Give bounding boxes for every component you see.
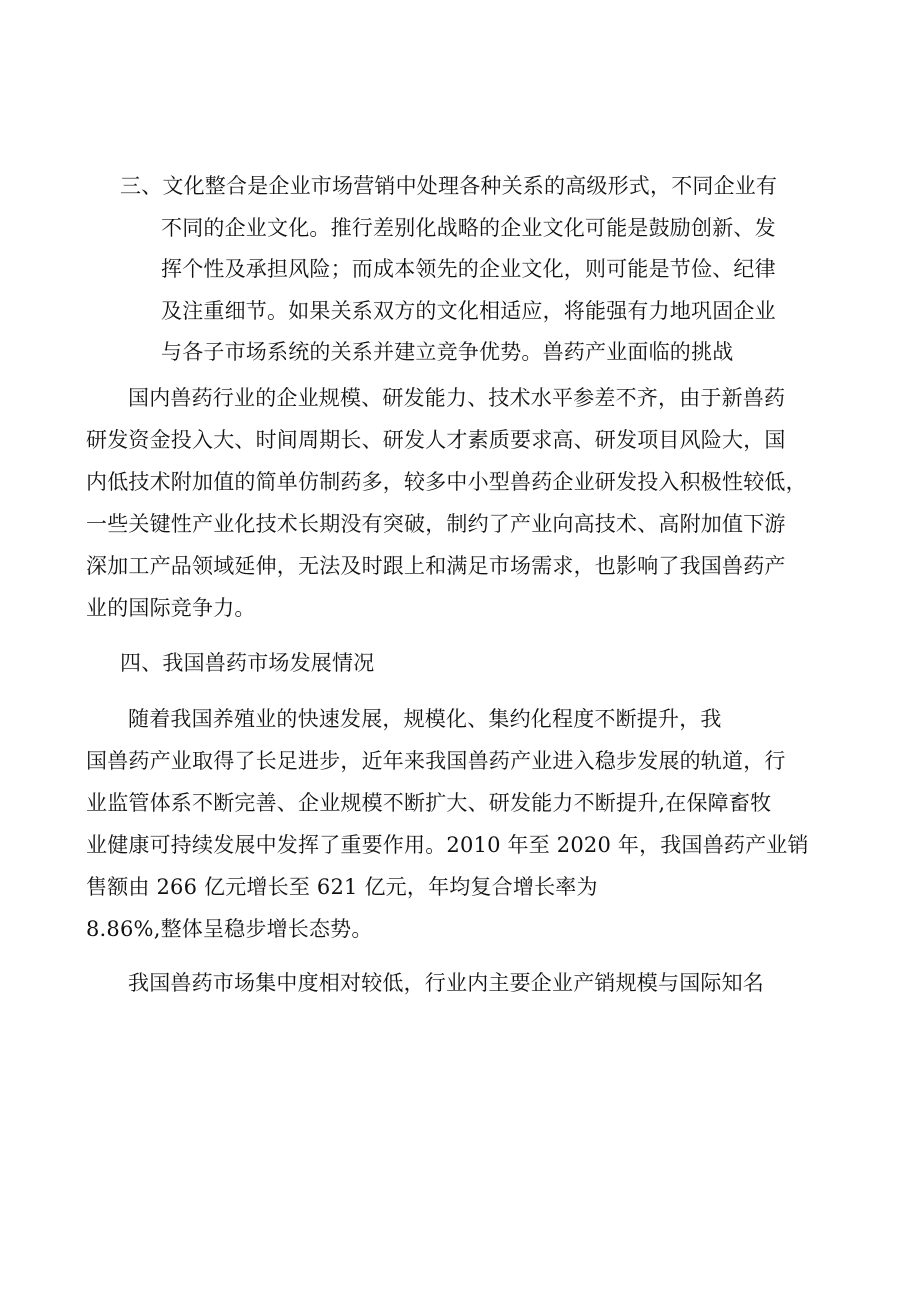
paragraph-line: 业的国际竞争力。 <box>86 596 256 620</box>
paragraph-line: 国兽药产业取得了长足进步，近年来我国兽药产业进入稳步发展的轨道，行 <box>86 749 786 773</box>
section-3-line: 与各子市场系统的关系并建立竞争优势。兽药产业面临的挑战 <box>161 340 734 364</box>
paragraph-line: 8.86%,整体呈稳步增长态势。 <box>86 917 373 941</box>
paragraph-line: 深加工产品领域延伸，无法及时跟上和满足市场需求，也影响了我国兽药产 <box>86 554 786 578</box>
paragraph-line: 业监管体系不断完善、企业规模不断扩大、研发能力不断提升,在保障畜牧 <box>86 791 772 815</box>
section-4-heading: 四、我国兽药市场发展情况 <box>120 651 375 675</box>
paragraph-line: 售额由 266 亿元增长至 621 亿元，年均复合增长率为 <box>86 875 598 899</box>
section-3-line: 不同的企业文化。推行差别化战略的企业文化可能是鼓励创新、发 <box>161 216 776 240</box>
section-3-line: 三、文化整合是企业市场营销中处理各种关系的高级形式，不同企业有 <box>120 174 778 198</box>
paragraph-line: 随着我国养殖业的快速发展，规模化、集约化程度不断提升，我 <box>128 707 722 731</box>
section-3-line: 挥个性及承担风险；而成本领先的企业文化，则可能是节俭、纪律 <box>161 257 776 281</box>
paragraph-line: 我国兽药市场集中度相对较低，行业内主要企业产销规模与国际知名 <box>128 971 764 995</box>
paragraph-line: 内低技术附加值的简单仿制药多，较多中小型兽药企业研发投入积极性较低， <box>86 470 807 494</box>
paragraph-line: 一些关键性产业化技术长期没有突破，制约了产业向高技术、高附加值下游 <box>86 512 786 536</box>
paragraph-line: 研发资金投入大、时间周期长、研发人才素质要求高、研发项目风险大，国 <box>86 428 786 452</box>
paragraph-line: 业健康可持续发展中发挥了重要作用。2010 年至 2020 年，我国兽药产业销 <box>86 833 809 857</box>
section-3-line: 及注重细节。如果关系双方的文化相适应，将能强有力地巩固企业 <box>161 299 776 323</box>
paragraph-line: 国内兽药行业的企业规模、研发能力、技术水平参差不齐，由于新兽药 <box>128 386 786 410</box>
